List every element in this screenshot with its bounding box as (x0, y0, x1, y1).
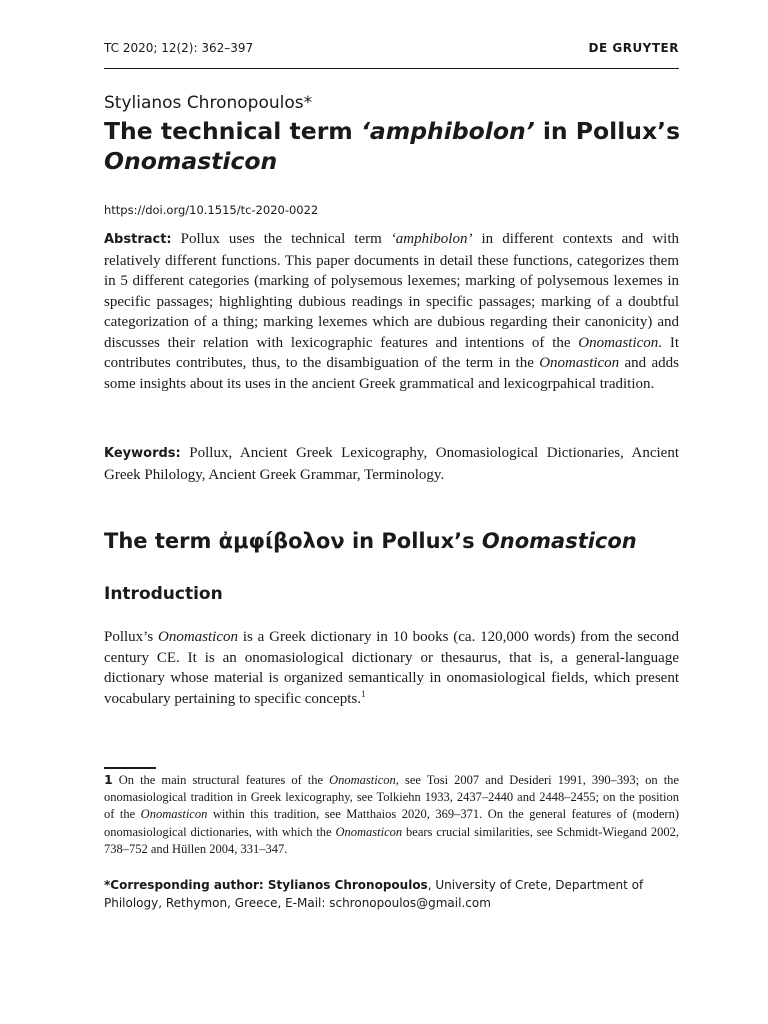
doi-link[interactable]: https://doi.org/10.1515/tc-2020-0022 (104, 203, 319, 217)
keywords: Keywords: Pollux, Ancient Greek Lexicography, Onomasiological Dictionaries, Ancient Greek Philology, Ancient Greek Grammar, Terminology. (104, 445, 680, 483)
footnote-divider (104, 767, 156, 769)
publisher-name: DE GRUYTER (588, 41, 679, 55)
page-header (104, 40, 679, 69)
article-title: The technical term ‘amphibolon’ in Pollux’s Onomasticon (104, 117, 681, 175)
subsection-heading: Introduction (104, 584, 223, 604)
section-heading: The term ἀμφίβολον in Pollux’s Onomasticon (104, 529, 637, 553)
intro-paragraph: Pollux’s Onomasticon is a Greek dictionary in 10 books (ca. 120,000 words) from the second century CE. It is an onomasiological dictionary or thesaurus, that is, a general-language dictionary whose material is organized semantically in onomasiological fields, which present vocabulary pertaining to specific concepts.$^1$ (104, 629, 679, 707)
abstract-label: Abstract: (104, 232, 172, 247)
abstract: Abstract: Pollux uses the technical term ‘amphibolon’ in different contexts and with relatively different functions. This paper documents in detail these functions, categorizes them in 5 different categories (marking of polysemous lexemes; marking of polysemous lexemes in specific passages; highlighting dubious readings in specific passages; marking of a doubtful categorization of a thing; marking lexemes which are dubious regarding their canonicity) and discusses their relation with lexicographic features and intentions of the Onomasticon. It contributes contributes, thus, to the disambiguation of the term in the Onomasticon and adds some insights about its uses in the ancient Greek grammatical and lexicogrpahical tradition. (104, 231, 680, 392)
author-name: Stylianos Chronopoulos* (104, 93, 313, 113)
journal-citation: TC 2020; 12(2): 362–397 (104, 41, 254, 55)
footnote-number: 1 (104, 772, 113, 787)
keywords-label: Keywords: (104, 446, 181, 461)
corresponding-author: *Corresponding author: Stylianos Chronopoulos, University of Crete, Department of Philology, Rethymon, Greece, E-Mail: schronopoulos@gmail.com (104, 878, 644, 910)
footnote-1: 1 On the main structural features of the Onomasticon, see Tosi 2007 and Desideri 1991, 390–393; on the onomasiological tradition in Greek lexicography, see Tolkiehn 1933, 2437–2440 and 2448–2455; on the position of the Onomasticon within this tradition, see Matthaios 2020, 369–371. On the general features of (modern) onomasiological dictionaries, with which the Onomasticon bears crucial similarities, see Schmidt-Wiegand 2002, 738–752 and Hüllen 2004, 331–347. (104, 772, 679, 856)
footnote-ref[interactable]: 1 (361, 688, 366, 699)
